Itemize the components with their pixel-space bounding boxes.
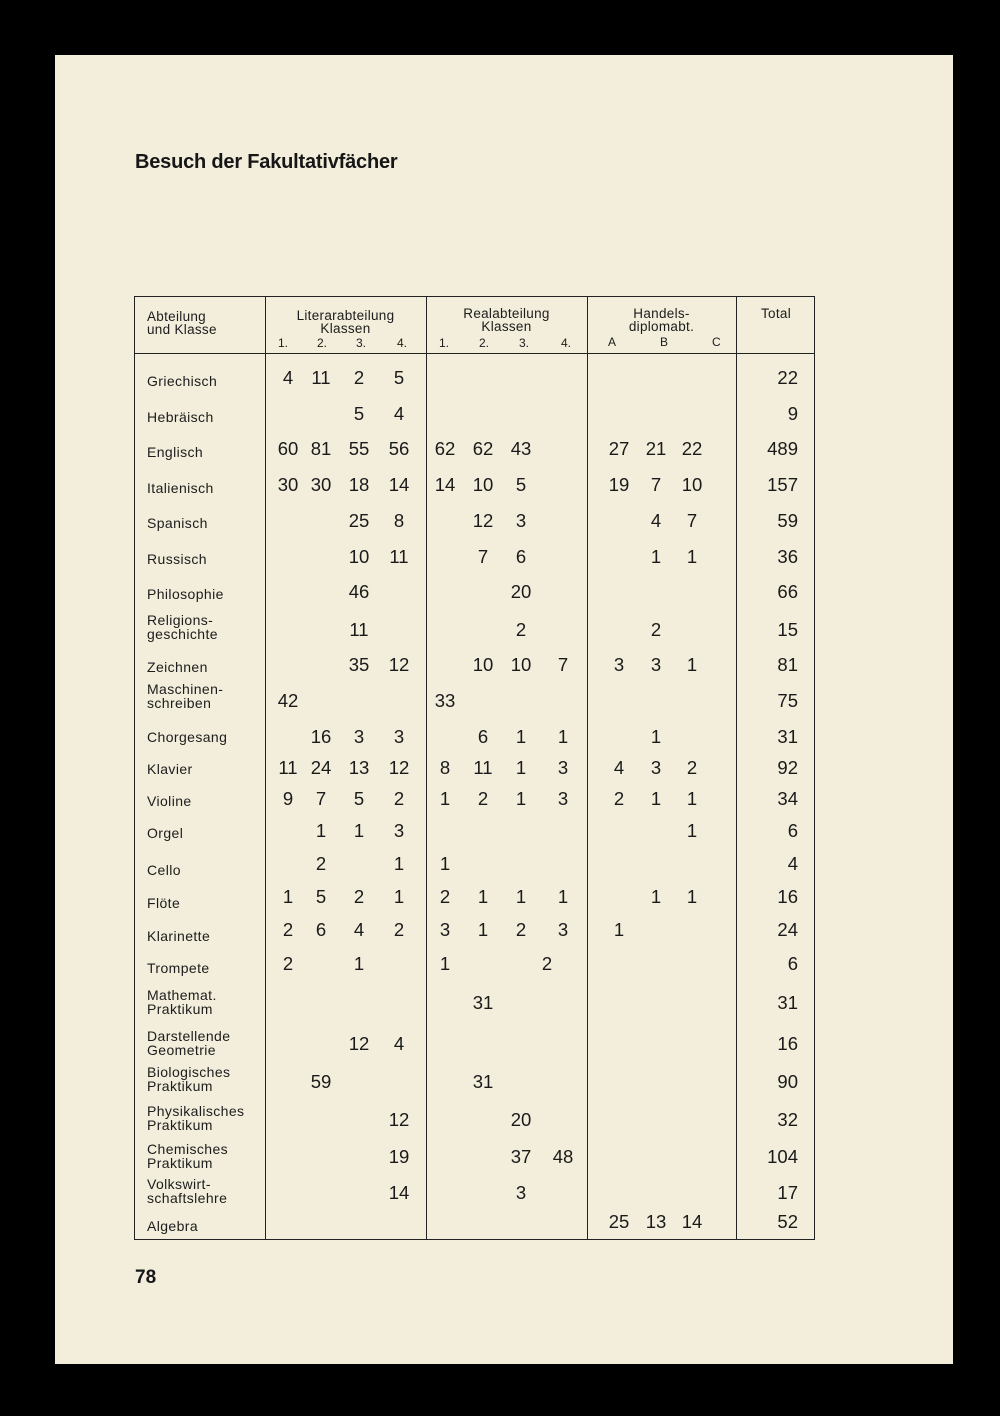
- total-cell: 31: [777, 726, 798, 747]
- table-cell: 3: [557, 788, 569, 809]
- table-cell: 4: [393, 1033, 405, 1054]
- table-cell: 7: [315, 788, 327, 809]
- table-cell: 1: [315, 820, 327, 841]
- document-page: [55, 55, 953, 1364]
- table-cell: 30: [310, 474, 332, 495]
- row-label: Italienisch: [147, 480, 214, 496]
- total-cell: 36: [777, 546, 798, 567]
- row-label: Spanisch: [147, 515, 208, 531]
- table-cell: 1: [686, 546, 698, 567]
- table-cell: 60: [277, 438, 299, 459]
- table-cell: 27: [608, 438, 630, 459]
- table-cell: 1: [686, 788, 698, 809]
- header-realabteilung: Realabteilung Klassen: [463, 306, 550, 334]
- table-cell: 11: [473, 757, 493, 778]
- row-label: Klarinette: [147, 928, 211, 944]
- row-label: Orgel: [147, 825, 184, 841]
- table-cell: 12: [388, 654, 410, 675]
- column-divider: [736, 297, 737, 1239]
- table-cell: 59: [310, 1071, 332, 1092]
- table-cell: 7: [477, 546, 489, 567]
- table-cell: 56: [388, 438, 410, 459]
- table-cell: 9: [282, 788, 294, 809]
- total-cell: 34: [777, 788, 798, 809]
- row-label: Maschinen- schreiben: [147, 681, 224, 711]
- header-literarabteilung: Literarabteilung Klassen: [296, 308, 395, 336]
- table-cell: 3: [439, 919, 451, 940]
- table-cell: 8: [439, 757, 451, 778]
- table-cell: 1: [439, 853, 451, 874]
- table-cell: 1: [439, 788, 451, 809]
- row-label: Volkswirt- schaftslehre: [147, 1176, 228, 1206]
- table-cell: 1: [393, 886, 405, 907]
- table-cell: 7: [557, 654, 569, 675]
- table-cell: 1: [515, 757, 527, 778]
- total-cell: 104: [767, 1146, 798, 1167]
- table-cell: 1: [515, 788, 527, 809]
- total-cell: 59: [777, 510, 798, 531]
- table-cell: 16: [310, 726, 332, 747]
- table-cell: 3: [650, 654, 662, 675]
- total-cell: 81: [777, 654, 798, 675]
- table-cell: 10: [472, 654, 494, 675]
- table-cell: 2: [393, 788, 405, 809]
- subheader-literar-2: 2.: [317, 336, 328, 350]
- total-cell: 15: [777, 619, 798, 640]
- total-cell: 24: [777, 919, 798, 940]
- subheader-handels-c: C: [712, 335, 721, 349]
- row-label: Englisch: [147, 444, 204, 460]
- table-cell: 81: [310, 438, 332, 459]
- table-cell: 1: [282, 886, 294, 907]
- row-label: Trompete: [147, 960, 210, 976]
- row-label: Chorgesang: [147, 729, 228, 745]
- table-cell: 6: [315, 919, 327, 940]
- table-cell: 2: [439, 886, 451, 907]
- total-cell: 22: [777, 367, 798, 388]
- subheader-real-1: 1.: [439, 336, 450, 350]
- subheader-literar-1: 1.: [278, 336, 289, 350]
- total-cell: 52: [777, 1211, 798, 1232]
- table-cell: 3: [515, 1182, 527, 1203]
- total-cell: 66: [777, 581, 798, 602]
- subheader-literar-4: 4.: [397, 336, 408, 350]
- course-attendance-table: [134, 296, 815, 1240]
- table-cell: 1: [557, 726, 569, 747]
- total-cell: 9: [787, 403, 798, 424]
- table-cell: 46: [348, 581, 370, 602]
- row-label: Cello: [147, 862, 181, 878]
- header-handelsdiplomabt: Handels- diplomabt.: [628, 306, 695, 334]
- table-cell: 2: [650, 619, 662, 640]
- table-cell: 25: [608, 1211, 630, 1232]
- table-cell: 2: [477, 788, 489, 809]
- row-label: Darstellende Geometrie: [147, 1028, 231, 1058]
- table-cell: 14: [681, 1211, 703, 1232]
- table-cell: 20: [510, 581, 532, 602]
- table-cell: 6: [477, 726, 489, 747]
- table-cell: 1: [515, 726, 527, 747]
- table-cell: 5: [315, 886, 327, 907]
- subheader-handels-a: A: [608, 335, 617, 349]
- table-cell: 5: [353, 403, 365, 424]
- table-cell: 1: [477, 886, 489, 907]
- table-cell: 7: [686, 510, 698, 531]
- table-cell: 13: [645, 1211, 667, 1232]
- table-cell: 4: [650, 510, 662, 531]
- row-label: Violine: [147, 793, 192, 809]
- table-cell: 1: [439, 953, 451, 974]
- table-cell: 2: [353, 886, 365, 907]
- table-cell: 2: [515, 619, 527, 640]
- table-cell: 2: [541, 953, 553, 974]
- table-cell: 43: [510, 438, 532, 459]
- table-cell: 14: [388, 1182, 410, 1203]
- table-cell: 31: [472, 1071, 494, 1092]
- table-cell: 3: [393, 820, 405, 841]
- table-cell: 62: [472, 438, 494, 459]
- total-cell: 31: [777, 992, 798, 1013]
- header-label-column: Abteilung und Klasse: [147, 309, 217, 337]
- subheader-real-4: 4.: [561, 336, 572, 350]
- table-cell: 12: [388, 757, 410, 778]
- total-cell: 17: [777, 1182, 798, 1203]
- table-cell: 10: [510, 654, 532, 675]
- table-cell: 20: [510, 1109, 532, 1130]
- table-cell: 35: [348, 654, 370, 675]
- table-cell: 4: [613, 757, 625, 778]
- table-cell: 37: [510, 1146, 532, 1167]
- table-cell: 2: [282, 919, 294, 940]
- row-label: Philosophie: [147, 586, 224, 602]
- row-label: Flöte: [147, 895, 181, 911]
- column-divider: [587, 297, 588, 1239]
- total-cell: 6: [787, 820, 798, 841]
- table-cell: 2: [686, 757, 698, 778]
- table-cell: 2: [613, 788, 625, 809]
- table-cell: 48: [552, 1146, 574, 1167]
- row-label: Hebräisch: [147, 409, 214, 425]
- table-cell: 1: [557, 886, 569, 907]
- table-cell: 6: [515, 546, 527, 567]
- table-cell: 4: [393, 403, 405, 424]
- table-cell: 19: [388, 1146, 410, 1167]
- table-cell: 33: [434, 690, 456, 711]
- table-cell: 14: [434, 474, 456, 495]
- table-cell: 3: [557, 919, 569, 940]
- table-cell: 3: [393, 726, 405, 747]
- table-cell: 11: [349, 619, 369, 640]
- column-divider: [426, 297, 427, 1239]
- table-cell: 1: [393, 853, 405, 874]
- table-cell: 10: [681, 474, 703, 495]
- table-cell: 42: [277, 690, 299, 711]
- table-cell: 5: [353, 788, 365, 809]
- table-cell: 21: [645, 438, 667, 459]
- total-cell: 4: [787, 853, 798, 874]
- subheader-handels-b: B: [660, 335, 669, 349]
- row-label: Chemisches Praktikum: [147, 1141, 229, 1171]
- row-label: Biologisches Praktikum: [147, 1064, 231, 1094]
- table-cell: 2: [393, 919, 405, 940]
- table-cell: 12: [388, 1109, 410, 1130]
- subheader-real-3: 3.: [519, 336, 530, 350]
- table-cell: 11: [389, 546, 409, 567]
- page-title: Besuch der Fakultativfächer: [135, 151, 398, 173]
- total-cell: 16: [777, 1033, 798, 1054]
- table-cell: 13: [348, 757, 370, 778]
- subheader-literar-3: 3.: [356, 336, 367, 350]
- table-cell: 4: [282, 367, 294, 388]
- table-cell: 55: [348, 438, 370, 459]
- table-cell: 10: [472, 474, 494, 495]
- table-cell: 25: [348, 510, 370, 531]
- total-cell: 6: [787, 953, 798, 974]
- total-cell: 157: [767, 474, 798, 495]
- table-cell: 31: [472, 992, 494, 1013]
- table-cell: 1: [515, 886, 527, 907]
- table-cell: 5: [515, 474, 527, 495]
- table-cell: 1: [353, 953, 365, 974]
- table-cell: 2: [282, 953, 294, 974]
- subheader-real-2: 2.: [479, 336, 490, 350]
- table-cell: 11: [278, 757, 298, 778]
- row-label: Griechisch: [147, 373, 218, 389]
- table-cell: 1: [650, 546, 662, 567]
- table-cell: 22: [681, 438, 703, 459]
- table-cell: 3: [353, 726, 365, 747]
- table-cell: 30: [277, 474, 299, 495]
- table-cell: 4: [353, 919, 365, 940]
- table-cell: 1: [353, 820, 365, 841]
- column-divider: [265, 297, 266, 1239]
- table-cell: 12: [348, 1033, 370, 1054]
- table-cell: 11: [311, 367, 331, 388]
- table-cell: 1: [650, 788, 662, 809]
- table-cell: 14: [388, 474, 410, 495]
- page-number: 78: [135, 1267, 157, 1288]
- total-cell: 16: [777, 886, 798, 907]
- table-cell: 2: [315, 853, 327, 874]
- total-cell: 90: [777, 1071, 798, 1092]
- table-cell: 1: [686, 654, 698, 675]
- table-cell: 19: [608, 474, 630, 495]
- table-cell: 1: [686, 886, 698, 907]
- table-cell: 2: [515, 919, 527, 940]
- table-cell: 2: [353, 367, 365, 388]
- table-cell: 1: [477, 919, 489, 940]
- row-label: Algebra: [147, 1218, 199, 1234]
- table-cell: 1: [650, 726, 662, 747]
- table-cell: 10: [348, 546, 370, 567]
- header-divider: [135, 353, 814, 354]
- table-cell: 1: [613, 919, 625, 940]
- row-label: Klavier: [147, 761, 193, 777]
- table-cell: 12: [472, 510, 494, 531]
- total-cell: 32: [777, 1109, 798, 1130]
- row-label: Physikalisches Praktikum: [147, 1103, 245, 1133]
- table-cell: 24: [310, 757, 332, 778]
- table-cell: 3: [613, 654, 625, 675]
- table-cell: 5: [393, 367, 405, 388]
- table-cell: 7: [650, 474, 662, 495]
- table-cell: 3: [557, 757, 569, 778]
- table-cell: 62: [434, 438, 456, 459]
- table-cell: 3: [650, 757, 662, 778]
- table-cell: 8: [393, 510, 405, 531]
- table-cell: 18: [348, 474, 370, 495]
- table-cell: 3: [515, 510, 527, 531]
- total-cell: 489: [767, 438, 798, 459]
- total-cell: 75: [777, 690, 798, 711]
- row-label: Russisch: [147, 551, 207, 567]
- table-cell: 1: [686, 820, 698, 841]
- row-label: Zeichnen: [147, 659, 208, 675]
- total-cell: 92: [777, 757, 798, 778]
- row-label: Mathemat. Praktikum: [147, 987, 217, 1017]
- header-total: Total: [760, 306, 792, 321]
- row-label: Religions- geschichte: [147, 612, 218, 642]
- table-cell: 1: [650, 886, 662, 907]
